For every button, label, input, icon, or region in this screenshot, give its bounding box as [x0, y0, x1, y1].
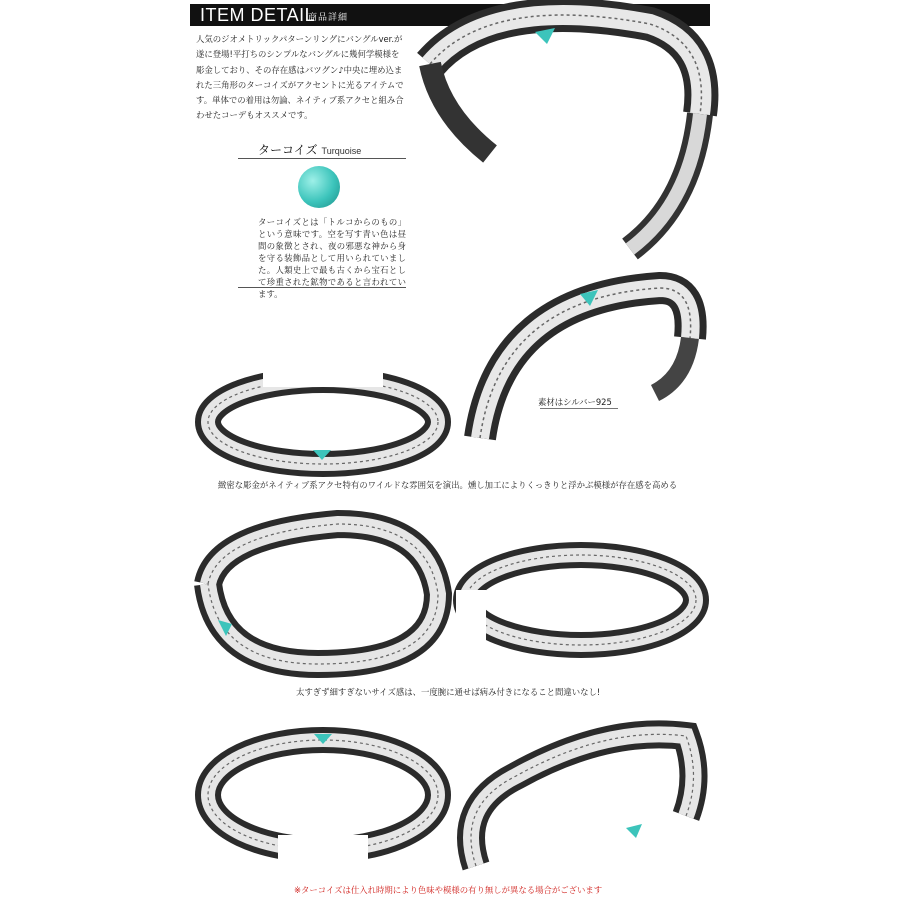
divider-top: [238, 158, 406, 159]
intro-text: 人気のジオメトリックパターンリングにバングルver.が遂に登場!平打ちのシンプルなバングルに幾何学模様を彫金しており、その存在感はバツグン♪中央に埋め込まれた三角形のターコイズがアクセントに光るアイテムです。単体での着用は勿論、ネイティブ系アクセと組み合わせたコーデもオススメです。: [196, 34, 404, 121]
bangle-image-5: [456, 530, 706, 660]
header-title: ITEM DETAIL: [200, 5, 316, 25]
bangle-image-3: [198, 342, 448, 472]
turquoise-title: ターコイズ: [258, 143, 318, 157]
bangle-image-4: [198, 514, 448, 674]
divider-bottom: [238, 287, 406, 288]
header-subtitle: 商品詳細: [308, 13, 349, 23]
turquoise-heading: [258, 141, 361, 158]
turquoise-description: ターコイズとは「トルコからのもの」という意味です。空を写す青い色は昼間の象徴とされ、夜の邪悪な神から身を守る装飾品として用いられていました。人類史上で最も古くから宝石として珍重された鉱物であると言われています。: [258, 217, 406, 299]
turquoise-warning: ※ターコイズは仕入れ時期により色味や模様の有り無しが異なる場合がございます: [294, 885, 603, 895]
bangle-image-6: [198, 720, 448, 870]
caption-detail: 緻密な彫金がネイティブ系アクセ特有のワイルドな雰囲気を演出。燻し加工によりくっきりと浮かぶ模様が存在感を高める: [218, 480, 678, 490]
turquoise-stone-image: [298, 166, 340, 208]
bangle-image-1: [410, 4, 720, 254]
material-note: 素材はシルバー925: [538, 397, 612, 407]
material-note-leader: [540, 408, 618, 409]
turquoise-title-en: Turquoise: [321, 146, 362, 156]
caption-size: 太すぎず細すぎないサイズ感は、一度腕に通せば病み付きになること間違いなし!: [296, 687, 601, 697]
bangle-image-7: [456, 716, 706, 876]
bangle-image-2: [460, 268, 700, 468]
